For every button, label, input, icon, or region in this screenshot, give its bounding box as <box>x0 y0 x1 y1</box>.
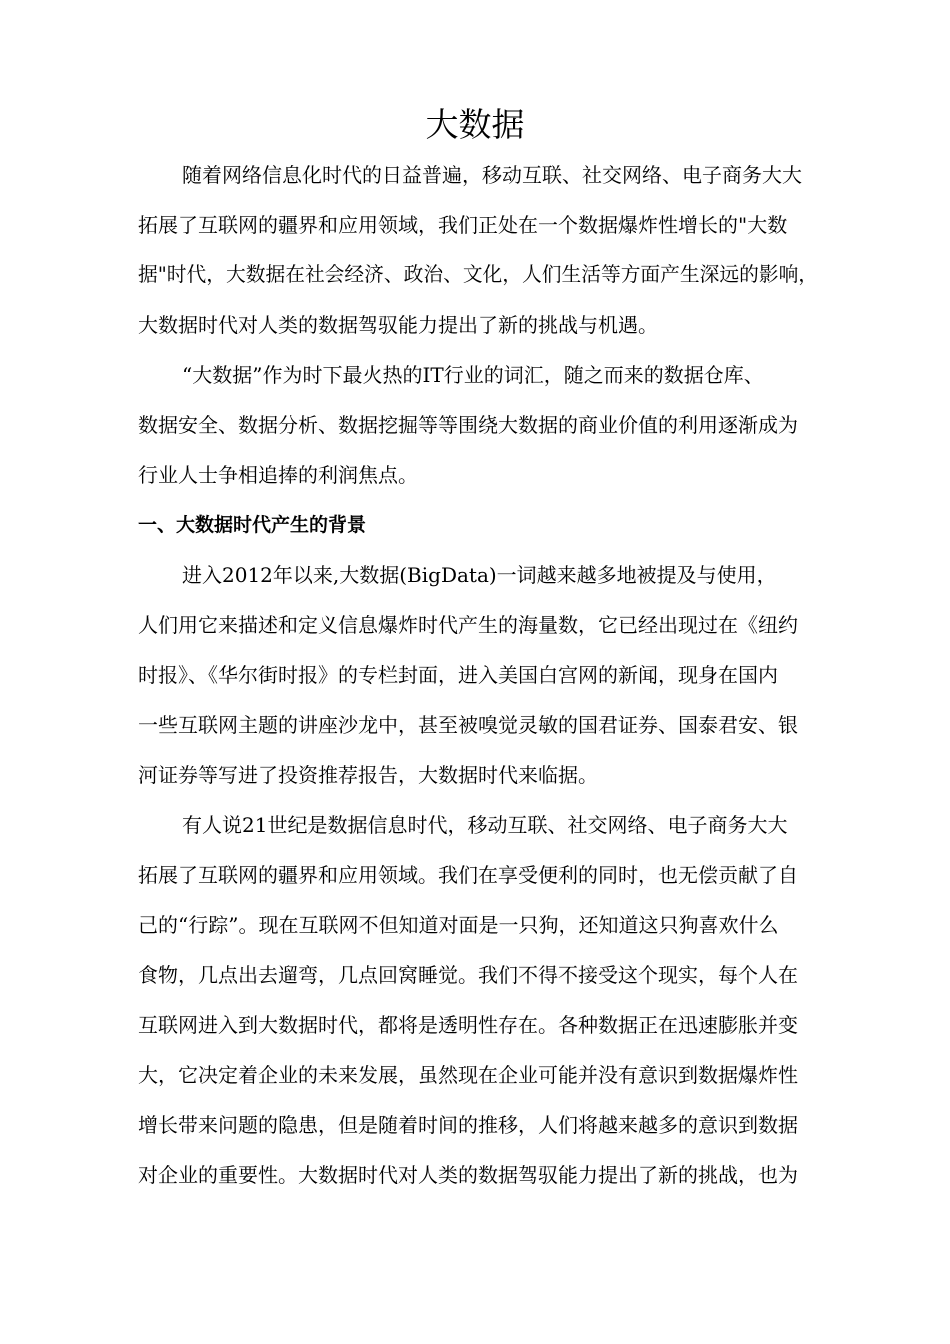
document-title: 大数据 <box>425 105 525 144</box>
paragraph-line: 进入2012年以来,大数据(BigData)一词越来越多地被提及与使用， <box>182 563 777 587</box>
paragraph-line: 互联网进入到大数据时代，都将是透明性存在。各种数据正在迅速膨胀并变 <box>138 1013 798 1037</box>
paragraph-21st-century <box>138 800 822 1200</box>
paragraph-line: 有人说21世纪是数据信息时代，移动互联、社交网络、电子商务大大 <box>182 813 788 837</box>
paragraph-line: 大，它决定着企业的未来发展，虽然现在企业可能并没有意识到数据爆炸性 <box>138 1063 798 1087</box>
paragraph-big-data-hot-topic <box>138 350 822 500</box>
paragraph-line: 一些互联网主题的讲座沙龙中，甚至被嗅觉灵敏的国君证券、国泰君安、银 <box>138 713 798 737</box>
paragraph-line: 拓展了互联网的疆界和应用领域，我们正处在一个数据爆炸性增长的"大数 <box>138 213 788 237</box>
paragraph-line: 对企业的重要性。大数据时代对人类的数据驾驭能力提出了新的挑战，也为 <box>138 1163 798 1187</box>
paragraph-line: 随着网络信息化时代的日益普遍，移动互联、社交网络、电子商务大大 <box>182 163 802 187</box>
paragraph-line: 数据安全、数据分析、数据挖掘等等围绕大数据的商业价值的利用逐渐成为 <box>138 413 798 437</box>
paragraph-line: 人们用它来描述和定义信息爆炸时代产生的海量数，它已经出现过在《纽约 <box>138 613 798 637</box>
paragraph-line: 增长带来问题的隐患，但是随着时间的推移，人们将越来越多的意识到数据 <box>138 1113 798 1137</box>
paragraph-line: 据"时代，大数据在社会经济、政治、文化，人们生活等方面产生深远的影响， <box>138 263 819 286</box>
paragraph-line: 食物，几点出去遛弯，几点回窝睡觉。我们不得不接受这个现实，每个人在 <box>138 963 798 987</box>
paragraph-line: 己的“行踪”。现在互联网不但知道对面是一只狗，还知道这只狗喜欢什么 <box>138 913 779 937</box>
section-heading: 一、大数据时代产生的背景 <box>138 514 367 536</box>
paragraph-line: 拓展了互联网的疆界和应用领域。我们在享受便利的同时，也无偿贡献了自 <box>138 863 798 887</box>
paragraph-line: 行业人士争相追捧的利润焦点。 <box>138 463 418 487</box>
paragraph-line: 时报》、《华尔街时报》的专栏封面，进入美国白宫网的新闻，现身在国内 <box>138 663 778 687</box>
paragraph-line: 大数据时代对人类的数据驾驭能力提出了新的挑战与机遇。 <box>138 313 658 337</box>
paragraph-intro <box>138 150 822 350</box>
paragraph-line: 河证券等写进了投资推荐报告，大数据时代来临据。 <box>138 763 598 787</box>
paragraph-since-2012 <box>138 550 822 800</box>
paragraph-line: “大数据”作为时下最火热的IT行业的词汇，随之而来的数据仓库、 <box>182 363 764 387</box>
